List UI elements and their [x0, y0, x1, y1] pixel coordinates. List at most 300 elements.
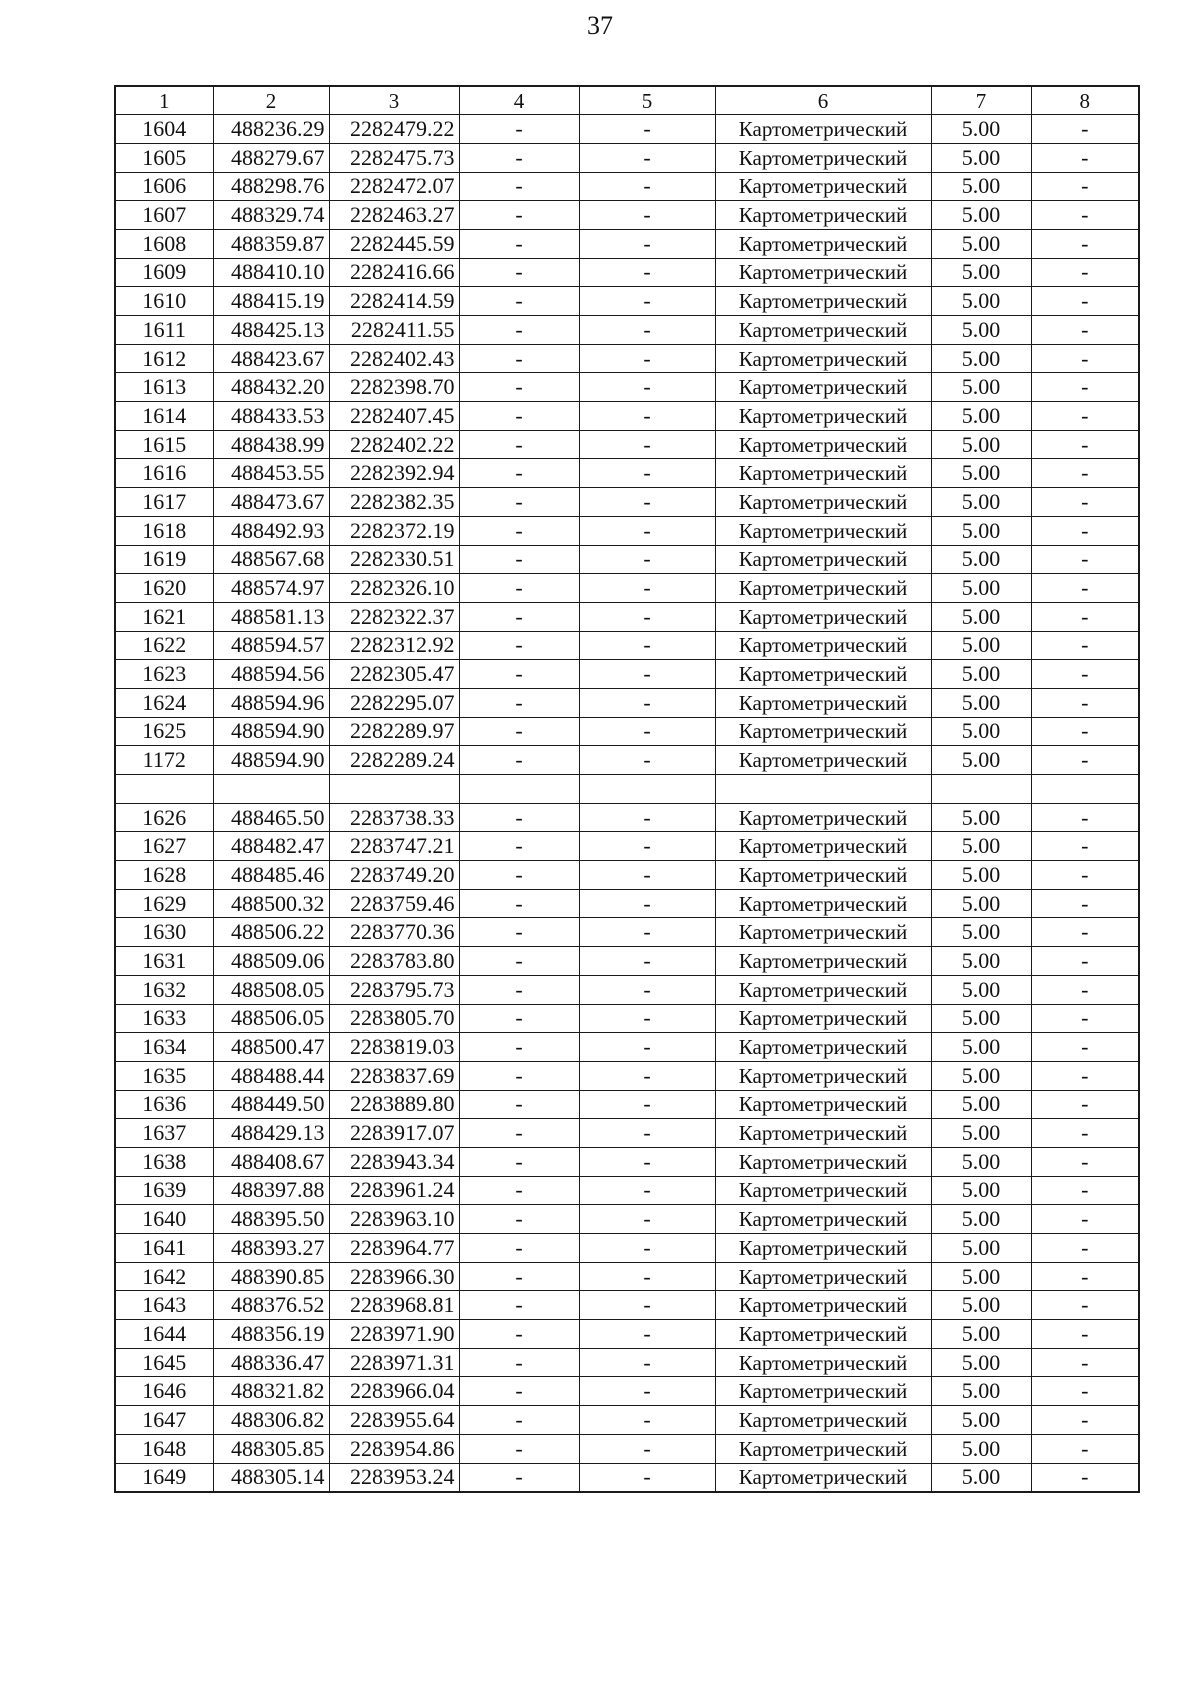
col4-cell: - — [459, 172, 579, 201]
method-cell: Картометрический — [715, 1262, 931, 1291]
col5-cell: - — [579, 258, 715, 287]
col4-cell: - — [459, 1291, 579, 1320]
col8-cell: - — [1031, 1320, 1139, 1349]
point-number-cell: 1610 — [115, 287, 213, 316]
table-row — [115, 545, 1139, 574]
col8-cell: - — [1031, 459, 1139, 488]
col8-cell: - — [1031, 516, 1139, 545]
y-coordinate-cell: 2282407.45 — [329, 402, 459, 431]
col4-cell: - — [459, 545, 579, 574]
method-cell: Картометрический — [715, 545, 931, 574]
col4-cell: - — [459, 1234, 579, 1263]
col4-cell: - — [459, 430, 579, 459]
y-coordinate-cell: 2283961.24 — [329, 1176, 459, 1205]
x-coordinate-cell: 488305.14 — [213, 1463, 329, 1492]
col4-cell: - — [459, 316, 579, 345]
col4-cell: - — [459, 631, 579, 660]
accuracy-cell: 5.00 — [931, 975, 1031, 1004]
table-row — [115, 660, 1139, 689]
col8-cell: - — [1031, 889, 1139, 918]
y-coordinate-cell: 2282463.27 — [329, 201, 459, 230]
x-coordinate-cell: 488376.52 — [213, 1291, 329, 1320]
table-row — [115, 1119, 1139, 1148]
table-row — [115, 1004, 1139, 1033]
col5-cell: - — [579, 1061, 715, 1090]
method-cell: Картометрический — [715, 373, 931, 402]
x-coordinate-cell: 488492.93 — [213, 516, 329, 545]
accuracy-cell: 5.00 — [931, 717, 1031, 746]
method-cell: Картометрический — [715, 803, 931, 832]
method-cell: Картометрический — [715, 1291, 931, 1320]
col5-cell: - — [579, 459, 715, 488]
x-coordinate-cell: 488429.13 — [213, 1119, 329, 1148]
point-number-cell: 1617 — [115, 488, 213, 517]
x-coordinate-cell: 488594.57 — [213, 631, 329, 660]
x-coordinate-cell: 488425.13 — [213, 316, 329, 345]
col5-cell: - — [579, 1205, 715, 1234]
accuracy-cell: 5.00 — [931, 1348, 1031, 1377]
x-coordinate-cell: 488500.32 — [213, 889, 329, 918]
y-coordinate-cell: 2282305.47 — [329, 660, 459, 689]
x-coordinate-cell: 488506.22 — [213, 918, 329, 947]
col4-cell: - — [459, 717, 579, 746]
col8-cell: - — [1031, 172, 1139, 201]
method-cell: Картометрический — [715, 1463, 931, 1492]
accuracy-cell: 5.00 — [931, 918, 1031, 947]
col8-cell: - — [1031, 1090, 1139, 1119]
col8-cell: - — [1031, 688, 1139, 717]
point-number-cell: 1644 — [115, 1320, 213, 1349]
col8-cell: - — [1031, 660, 1139, 689]
column-header: 3 — [329, 86, 459, 115]
col8-cell: - — [1031, 1061, 1139, 1090]
point-number-cell: 1641 — [115, 1234, 213, 1263]
col5-cell: - — [579, 1463, 715, 1492]
point-number-cell: 1648 — [115, 1434, 213, 1463]
col5-cell — [579, 775, 715, 804]
y-coordinate-cell: 2283749.20 — [329, 861, 459, 890]
accuracy-cell: 5.00 — [931, 861, 1031, 890]
x-coordinate-cell: 488329.74 — [213, 201, 329, 230]
table-row — [115, 1406, 1139, 1435]
x-coordinate-cell: 488594.56 — [213, 660, 329, 689]
col4-cell: - — [459, 402, 579, 431]
col5-cell: - — [579, 832, 715, 861]
col4-cell: - — [459, 918, 579, 947]
col4-cell: - — [459, 1348, 579, 1377]
col4-cell: - — [459, 1406, 579, 1435]
point-number-cell: 1606 — [115, 172, 213, 201]
accuracy-cell: 5.00 — [931, 1463, 1031, 1492]
col4-cell: - — [459, 287, 579, 316]
method-cell: Картометрический — [715, 717, 931, 746]
table-row — [115, 803, 1139, 832]
col4-cell: - — [459, 1377, 579, 1406]
col4-cell: - — [459, 115, 579, 144]
column-header: 4 — [459, 86, 579, 115]
col4-cell: - — [459, 229, 579, 258]
col8-cell: - — [1031, 344, 1139, 373]
table-row — [115, 402, 1139, 431]
col8-cell: - — [1031, 1033, 1139, 1062]
col4-cell: - — [459, 143, 579, 172]
column-header: 6 — [715, 86, 931, 115]
col4-cell: - — [459, 258, 579, 287]
col4-cell: - — [459, 660, 579, 689]
col5-cell: - — [579, 1406, 715, 1435]
point-number-cell: 1636 — [115, 1090, 213, 1119]
x-coordinate-cell: 488594.96 — [213, 688, 329, 717]
method-cell: Картометрический — [715, 574, 931, 603]
x-coordinate-cell: 488395.50 — [213, 1205, 329, 1234]
col8-cell: - — [1031, 1262, 1139, 1291]
col4-cell: - — [459, 975, 579, 1004]
y-coordinate-cell: 2282326.10 — [329, 574, 459, 603]
y-coordinate-cell: 2283953.24 — [329, 1463, 459, 1492]
col5-cell: - — [579, 889, 715, 918]
col5-cell: - — [579, 115, 715, 144]
method-cell: Картометрический — [715, 1147, 931, 1176]
accuracy-cell: 5.00 — [931, 344, 1031, 373]
point-number-cell: 1632 — [115, 975, 213, 1004]
y-coordinate-cell: 2283770.36 — [329, 918, 459, 947]
x-coordinate-cell: 488432.20 — [213, 373, 329, 402]
accuracy-cell: 5.00 — [931, 1262, 1031, 1291]
point-number-cell: 1628 — [115, 861, 213, 890]
accuracy-cell: 5.00 — [931, 459, 1031, 488]
accuracy-cell: 5.00 — [931, 1147, 1031, 1176]
col4-cell: - — [459, 746, 579, 775]
accuracy-cell: 5.00 — [931, 545, 1031, 574]
method-cell: Картометрический — [715, 172, 931, 201]
col5-cell: - — [579, 1033, 715, 1062]
accuracy-cell: 5.00 — [931, 402, 1031, 431]
table-row — [115, 746, 1139, 775]
accuracy-cell: 5.00 — [931, 201, 1031, 230]
point-number-cell: 1627 — [115, 832, 213, 861]
method-cell: Картометрический — [715, 631, 931, 660]
y-coordinate-cell: 2282295.07 — [329, 688, 459, 717]
y-coordinate-cell: 2283747.21 — [329, 832, 459, 861]
method-cell: Картометрический — [715, 1176, 931, 1205]
x-coordinate-cell: 488438.99 — [213, 430, 329, 459]
accuracy-cell: 5.00 — [931, 1406, 1031, 1435]
y-coordinate-cell: 2282472.07 — [329, 172, 459, 201]
table-row — [115, 1205, 1139, 1234]
y-coordinate-cell: 2282411.55 — [329, 316, 459, 345]
accuracy-cell: 5.00 — [931, 889, 1031, 918]
col4-cell: - — [459, 803, 579, 832]
col4-cell: - — [459, 1061, 579, 1090]
col8-cell: - — [1031, 602, 1139, 631]
y-coordinate-cell: 2283964.77 — [329, 1234, 459, 1263]
y-coordinate-cell: 2282398.70 — [329, 373, 459, 402]
table-row — [115, 516, 1139, 545]
col4-cell: - — [459, 516, 579, 545]
y-coordinate-cell: 2283963.10 — [329, 1205, 459, 1234]
col8-cell: - — [1031, 115, 1139, 144]
col5-cell: - — [579, 746, 715, 775]
accuracy-cell: 5.00 — [931, 574, 1031, 603]
point-number-cell: 1613 — [115, 373, 213, 402]
table-row — [115, 316, 1139, 345]
point-number-cell: 1614 — [115, 402, 213, 431]
col5-cell: - — [579, 803, 715, 832]
x-coordinate-cell: 488482.47 — [213, 832, 329, 861]
method-cell: Картометрический — [715, 344, 931, 373]
col5-cell: - — [579, 516, 715, 545]
method-cell: Картометрический — [715, 1406, 931, 1435]
column-header: 2 — [213, 86, 329, 115]
x-coordinate-cell: 488485.46 — [213, 861, 329, 890]
table-row — [115, 602, 1139, 631]
y-coordinate-cell: 2282372.19 — [329, 516, 459, 545]
table-row — [115, 775, 1139, 804]
col8-cell: - — [1031, 1463, 1139, 1492]
accuracy-cell: 5.00 — [931, 660, 1031, 689]
col5-cell: - — [579, 717, 715, 746]
table-row — [115, 688, 1139, 717]
accuracy-cell: 5.00 — [931, 1033, 1031, 1062]
table-row — [115, 1262, 1139, 1291]
col5-cell: - — [579, 229, 715, 258]
x-coordinate-cell: 488279.67 — [213, 143, 329, 172]
accuracy-cell: 5.00 — [931, 1119, 1031, 1148]
col8-cell: - — [1031, 861, 1139, 890]
x-coordinate-cell: 488594.90 — [213, 746, 329, 775]
x-coordinate-cell: 488306.82 — [213, 1406, 329, 1435]
y-coordinate-cell: 2283968.81 — [329, 1291, 459, 1320]
accuracy-cell: 5.00 — [931, 430, 1031, 459]
y-coordinate-cell: 2282402.22 — [329, 430, 459, 459]
col5-cell: - — [579, 1348, 715, 1377]
method-cell: Картометрический — [715, 1320, 931, 1349]
x-coordinate-cell: 488397.88 — [213, 1176, 329, 1205]
point-number-cell: 1621 — [115, 602, 213, 631]
col5-cell: - — [579, 316, 715, 345]
point-number-cell: 1634 — [115, 1033, 213, 1062]
table-row — [115, 832, 1139, 861]
point-number-cell: 1645 — [115, 1348, 213, 1377]
accuracy-cell: 5.00 — [931, 287, 1031, 316]
method-cell: Картометрический — [715, 459, 931, 488]
method-cell: Картометрический — [715, 201, 931, 230]
table-row — [115, 1147, 1139, 1176]
x-coordinate-cell: 488410.10 — [213, 258, 329, 287]
x-coordinate-cell: 488423.67 — [213, 344, 329, 373]
x-coordinate-cell: 488509.06 — [213, 947, 329, 976]
point-number-cell: 1647 — [115, 1406, 213, 1435]
x-coordinate-cell: 488453.55 — [213, 459, 329, 488]
col4-cell: - — [459, 488, 579, 517]
method-cell: Картометрический — [715, 115, 931, 144]
y-coordinate-cell: 2282382.35 — [329, 488, 459, 517]
accuracy-cell: 5.00 — [931, 172, 1031, 201]
col5-cell: - — [579, 688, 715, 717]
x-coordinate-cell: 488581.13 — [213, 602, 329, 631]
method-cell: Картометрический — [715, 602, 931, 631]
col4-cell — [459, 775, 579, 804]
col5-cell: - — [579, 430, 715, 459]
y-coordinate-cell: 2283917.07 — [329, 1119, 459, 1148]
point-number-cell: 1642 — [115, 1262, 213, 1291]
accuracy-cell: 5.00 — [931, 1061, 1031, 1090]
method-cell: Картометрический — [715, 1004, 931, 1033]
col5-cell: - — [579, 1262, 715, 1291]
col5-cell: - — [579, 918, 715, 947]
accuracy-cell: 5.00 — [931, 1176, 1031, 1205]
col5-cell: - — [579, 545, 715, 574]
accuracy-cell: 5.00 — [931, 516, 1031, 545]
point-number-cell: 1631 — [115, 947, 213, 976]
point-number-cell: 1624 — [115, 688, 213, 717]
point-number-cell: 1615 — [115, 430, 213, 459]
accuracy-cell: 5.00 — [931, 688, 1031, 717]
col4-cell: - — [459, 459, 579, 488]
column-header: 1 — [115, 86, 213, 115]
y-coordinate-cell: 2282416.66 — [329, 258, 459, 287]
table-row — [115, 430, 1139, 459]
method-cell: Картометрический — [715, 258, 931, 287]
x-coordinate-cell: 488473.67 — [213, 488, 329, 517]
accuracy-cell: 5.00 — [931, 373, 1031, 402]
method-cell — [715, 775, 931, 804]
accuracy-cell: 5.00 — [931, 1434, 1031, 1463]
method-cell: Картометрический — [715, 1205, 931, 1234]
col5-cell: - — [579, 143, 715, 172]
point-number-cell: 1625 — [115, 717, 213, 746]
method-cell: Картометрический — [715, 1061, 931, 1090]
table-row — [115, 1434, 1139, 1463]
col4-cell: - — [459, 574, 579, 603]
point-number-cell: 1609 — [115, 258, 213, 287]
col5-cell: - — [579, 1176, 715, 1205]
y-coordinate-cell: 2282479.22 — [329, 115, 459, 144]
accuracy-cell: 5.00 — [931, 258, 1031, 287]
col8-cell: - — [1031, 201, 1139, 230]
x-coordinate-cell: 488390.85 — [213, 1262, 329, 1291]
accuracy-cell: 5.00 — [931, 1004, 1031, 1033]
col8-cell: - — [1031, 1234, 1139, 1263]
accuracy-cell: 5.00 — [931, 832, 1031, 861]
col5-cell: - — [579, 574, 715, 603]
method-cell: Картометрический — [715, 1033, 931, 1062]
point-number-cell: 1612 — [115, 344, 213, 373]
col5-cell: - — [579, 861, 715, 890]
col4-cell: - — [459, 1119, 579, 1148]
method-cell: Картометрический — [715, 1377, 931, 1406]
table-row — [115, 115, 1139, 144]
table-row — [115, 1348, 1139, 1377]
col5-cell: - — [579, 631, 715, 660]
col8-cell: - — [1031, 631, 1139, 660]
method-cell: Картометрический — [715, 516, 931, 545]
col8-cell: - — [1031, 803, 1139, 832]
accuracy-cell: 5.00 — [931, 1205, 1031, 1234]
table-row — [115, 201, 1139, 230]
col5-cell: - — [579, 947, 715, 976]
method-cell: Картометрический — [715, 1434, 931, 1463]
y-coordinate-cell — [329, 775, 459, 804]
y-coordinate-cell: 2282322.37 — [329, 602, 459, 631]
table-row — [115, 488, 1139, 517]
y-coordinate-cell: 2283971.31 — [329, 1348, 459, 1377]
x-coordinate-cell: 488449.50 — [213, 1090, 329, 1119]
col8-cell: - — [1031, 545, 1139, 574]
table-row — [115, 1033, 1139, 1062]
method-cell: Картометрический — [715, 430, 931, 459]
accuracy-cell: 5.00 — [931, 602, 1031, 631]
col5-cell: - — [579, 287, 715, 316]
table-row — [115, 631, 1139, 660]
method-cell: Картометрический — [715, 1090, 931, 1119]
table-row — [115, 373, 1139, 402]
accuracy-cell — [931, 775, 1031, 804]
point-number-cell: 1616 — [115, 459, 213, 488]
y-coordinate-cell: 2283954.86 — [329, 1434, 459, 1463]
x-coordinate-cell: 488298.76 — [213, 172, 329, 201]
table-body — [115, 86, 1139, 1492]
col5-cell: - — [579, 975, 715, 1004]
table-row — [115, 918, 1139, 947]
y-coordinate-cell: 2282289.24 — [329, 746, 459, 775]
point-number-cell: 1633 — [115, 1004, 213, 1033]
point-number-cell: 1620 — [115, 574, 213, 603]
x-coordinate-cell: 488393.27 — [213, 1234, 329, 1263]
col5-cell: - — [579, 1147, 715, 1176]
col5-cell: - — [579, 1377, 715, 1406]
point-number-cell: 1172 — [115, 746, 213, 775]
col4-cell: - — [459, 1176, 579, 1205]
method-cell: Картометрический — [715, 1348, 931, 1377]
point-number-cell: 1604 — [115, 115, 213, 144]
x-coordinate-cell: 488305.85 — [213, 1434, 329, 1463]
table-row — [115, 459, 1139, 488]
table-row — [115, 1234, 1139, 1263]
col8-cell: - — [1031, 746, 1139, 775]
method-cell: Картометрический — [715, 402, 931, 431]
accuracy-cell: 5.00 — [931, 803, 1031, 832]
accuracy-cell: 5.00 — [931, 1291, 1031, 1320]
table-row — [115, 717, 1139, 746]
col8-cell: - — [1031, 488, 1139, 517]
accuracy-cell: 5.00 — [931, 143, 1031, 172]
col4-cell: - — [459, 602, 579, 631]
col5-cell: - — [579, 1119, 715, 1148]
table-row — [115, 947, 1139, 976]
x-coordinate-cell: 488465.50 — [213, 803, 329, 832]
col8-cell: - — [1031, 1291, 1139, 1320]
table-row — [115, 1090, 1139, 1119]
x-coordinate-cell: 488321.82 — [213, 1377, 329, 1406]
col4-cell: - — [459, 373, 579, 402]
table-row — [115, 975, 1139, 1004]
method-cell: Картометрический — [715, 889, 931, 918]
table-row — [115, 861, 1139, 890]
method-cell: Картометрический — [715, 316, 931, 345]
col4-cell: - — [459, 1004, 579, 1033]
method-cell: Картометрический — [715, 660, 931, 689]
col4-cell: - — [459, 947, 579, 976]
point-number-cell: 1640 — [115, 1205, 213, 1234]
col4-cell: - — [459, 861, 579, 890]
accuracy-cell: 5.00 — [931, 115, 1031, 144]
table-row — [115, 1061, 1139, 1090]
point-number-cell: 1649 — [115, 1463, 213, 1492]
x-coordinate-cell: 488488.44 — [213, 1061, 329, 1090]
accuracy-cell: 5.00 — [931, 488, 1031, 517]
col8-cell: - — [1031, 1406, 1139, 1435]
